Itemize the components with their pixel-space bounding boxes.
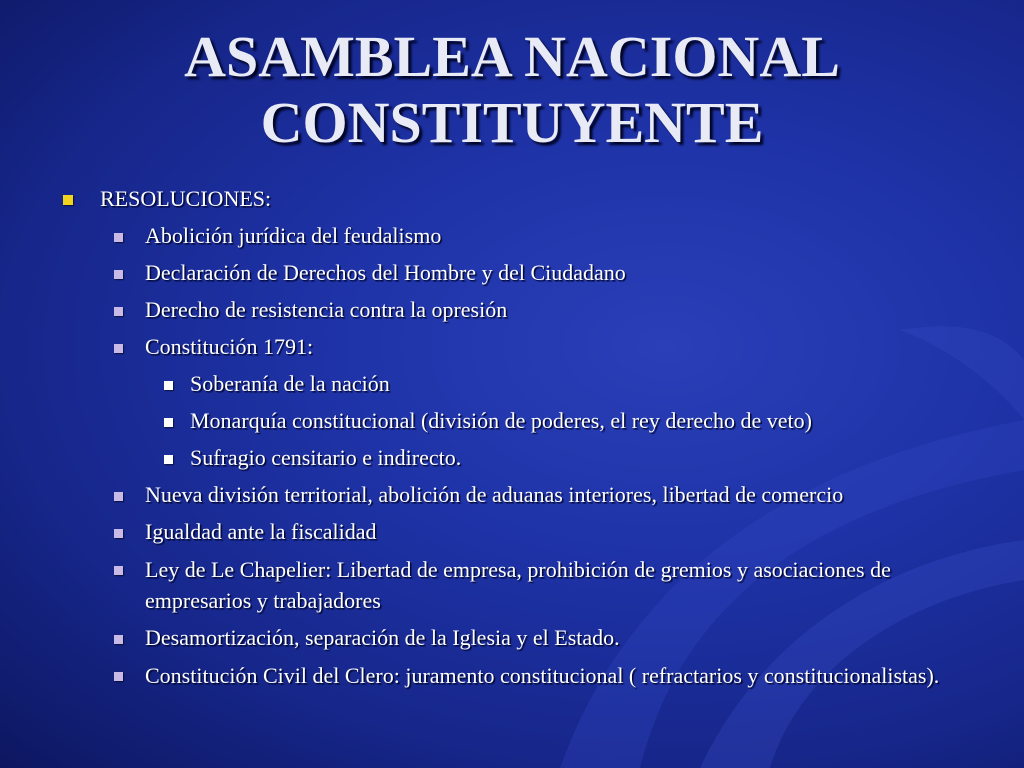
list-item (0, 480, 1024, 510)
list-item-text: Derecho de resistencia contra la opresión (145, 297, 508, 322)
list-item-text: Nueva división territorial, abolición de aduanas interiores, libertad de comercio (145, 482, 844, 507)
list-item-text: Sufragio censitario e indirecto. (190, 445, 462, 470)
square-bullet-icon (164, 418, 173, 427)
sub-list-item (0, 406, 1024, 436)
list-item-text: RESOLUCIONES: (100, 186, 272, 211)
square-bullet-icon (164, 455, 173, 464)
square-bullet-icon (114, 529, 123, 538)
square-bullet-icon (114, 635, 123, 644)
list-item-text: Desamortización, separación de la Iglesia y el Estado. (145, 625, 620, 650)
square-bullet-icon (114, 307, 123, 316)
bullet-list (0, 184, 1024, 698)
square-bullet-icon (63, 195, 73, 205)
list-item-text: Constitución 1791: (145, 334, 314, 359)
square-bullet-icon (114, 492, 123, 501)
list-item-text: Igualdad ante la fiscalidad (145, 519, 377, 544)
title-line-2: CONSTITUYENTE (260, 90, 764, 155)
list-item-text: Declaración de Derechos del Hombre y del Ciudadano (145, 260, 626, 285)
list-item (0, 295, 1024, 325)
list-item (0, 517, 1024, 547)
list-item (0, 258, 1024, 288)
square-bullet-icon (114, 672, 123, 681)
square-bullet-icon (164, 381, 173, 390)
list-item (0, 623, 1024, 653)
list-item (0, 332, 1024, 362)
list-item-text: Ley de Le Chapelier: Libertad de empresa, prohibición de gremios y asociaciones de empresarios y trabajadores (145, 557, 891, 613)
square-bullet-icon (114, 233, 123, 242)
list-item-text: Monarquía constitucional (división de poderes, el rey derecho de veto) (190, 408, 812, 433)
sub-list-item (0, 369, 1024, 399)
square-bullet-icon (114, 566, 123, 575)
sub-list-item (0, 443, 1024, 473)
list-item (0, 554, 1024, 616)
list-item-text: Constitución Civil del Clero: juramento constitucional ( refractarios y constitucionalistas). (145, 663, 940, 688)
square-bullet-icon (114, 270, 123, 279)
title-line-1: ASAMBLEA NACIONAL (184, 24, 840, 89)
slide-title (0, 24, 1024, 156)
list-item-resoluciones (0, 184, 1024, 214)
list-item-text: Soberanía de la nación (190, 371, 390, 396)
list-item (0, 221, 1024, 251)
list-item (0, 660, 1024, 691)
list-item-text: Abolición jurídica del feudalismo (145, 223, 442, 248)
square-bullet-icon (114, 344, 123, 353)
